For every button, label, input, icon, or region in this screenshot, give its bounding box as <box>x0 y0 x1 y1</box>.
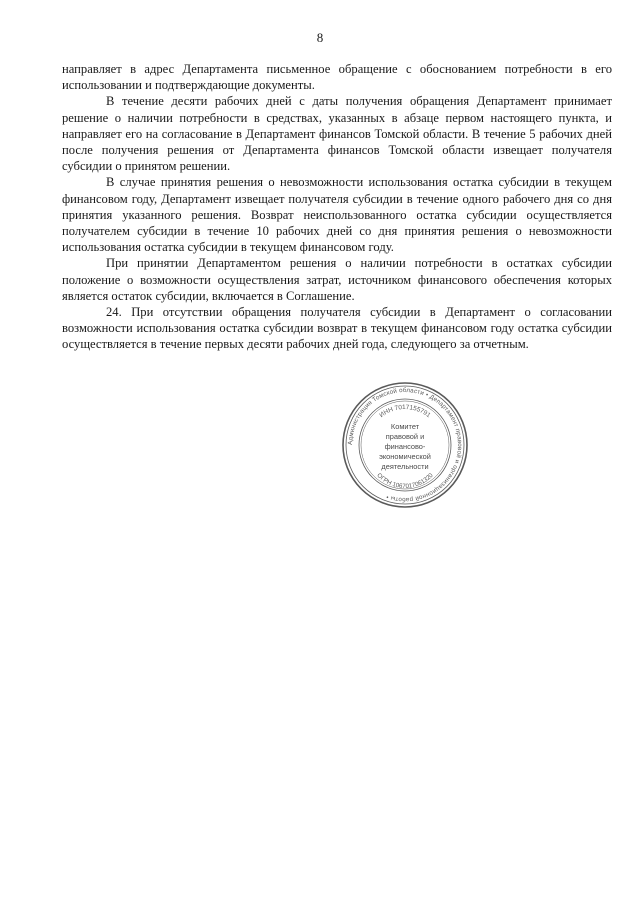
seal-inn-text: ИНН 7017155791 <box>378 403 432 420</box>
document-body <box>62 61 612 353</box>
paragraph-continuation: направляет в адрес Департамента письменное обращение с обоснованием потребности в его использовании и подтверждающие документы. <box>62 62 612 93</box>
svg-text:ОГРН 1067017061320 <box>375 472 435 490</box>
seal-center-line-2: правовой и <box>385 432 425 441</box>
seal-center-line-5: деятельности <box>381 462 429 471</box>
seal-center-line-3: финансово- <box>384 442 426 451</box>
paragraph-agreement-inclusion: При принятии Департаментом решения о наличии потребности в остатках субсидии положение о возможности осуществления затрат, источником финансового обеспечения которых является остаток субсидии, включается в Соглашение. <box>62 256 612 303</box>
svg-text:ИНН 7017155791 <box>378 404 432 419</box>
seal-outer-ring-text: Администрация Томской области • Департамент правовой и организационной работы • <box>346 386 464 504</box>
seal-center-line-1: Комитет <box>390 422 420 431</box>
seal-center-line-4: экономической <box>379 452 431 461</box>
paragraph-item-24: 24. При отсутствии обращения получателя субсидии в Департамент о согласовании возможности использования остатка субсидии возврат в текущем финансовом году остатка субсидии осуществляется в течение первых десяти рабочих дней года, следующего за отчетным. <box>62 305 612 352</box>
seal-ogrn-text: ОГРН 1067017061320 <box>375 471 435 491</box>
paragraph-department-decision: В течение десяти рабочих дней с даты получения обращения Департамент принимает решение о наличии потребности в средствах, указанных в абзаце первом настоящего пункта, и направляет его на согласование в Департамент финансов Томской области. В течение 5 рабочих дней после получения решения от Департамента финансов Томской области извещает получателя субсидии о принятом решении. <box>62 94 612 174</box>
page-number: 8 <box>316 30 324 45</box>
paragraph-impossibility-decision: В случае принятия решения о невозможности использования остатка субсидии в текущем финансовом году, Департамент извещает получателя субсидии в течение одного рабочего дня со дня принятия указанного решения. Возврат неиспользованного остатка субсидии осуществляется получателем субсидии в течение 10 рабочих дней со дня принятия решения о невозможности использования остатка субсидии в текущем финансовом году. <box>62 175 612 255</box>
official-seal <box>340 380 470 510</box>
